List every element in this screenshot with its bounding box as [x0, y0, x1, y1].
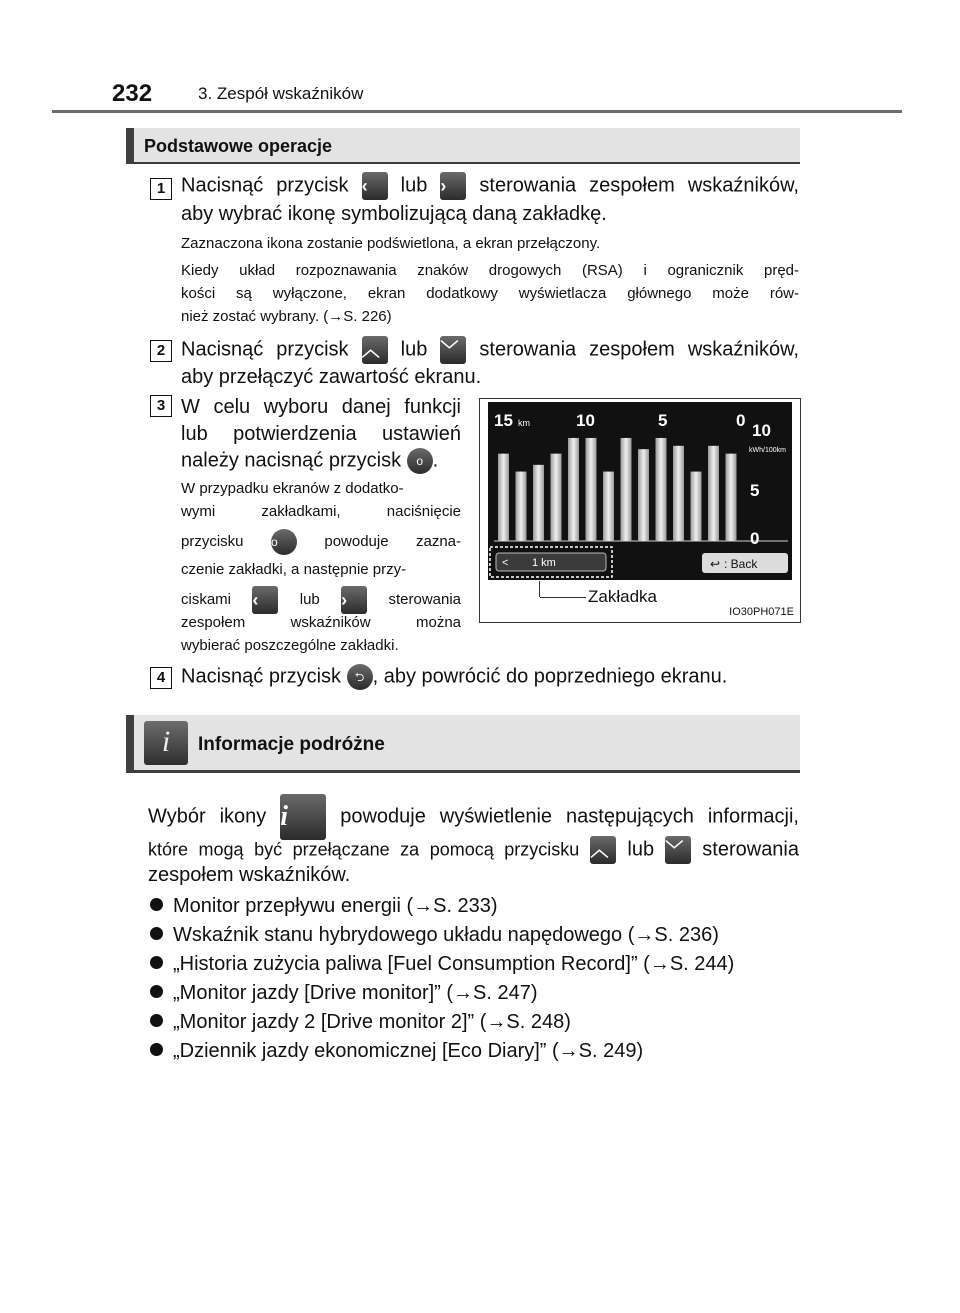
figure-code: IO30PH071E: [729, 606, 794, 618]
step3-s7: wybierać poszczególne zakładki.: [181, 637, 399, 654]
info-para-line2: które mogą być przełączane za pomocą przycisku ︿ lub ﹀ sterowania: [148, 836, 799, 864]
top-label-0: 0: [736, 411, 746, 430]
ok-button-icon: o: [271, 529, 297, 555]
chart-bar: [551, 454, 562, 541]
chart-bar: [498, 454, 509, 541]
info-icon: i: [144, 721, 188, 765]
bars-group: [498, 438, 737, 541]
display-figure: [479, 398, 801, 623]
right-label-unit: kWh/100km: [749, 447, 786, 454]
right-arrow-button-icon: ›: [440, 172, 466, 200]
list-item: „Dziennik jazdy ekonomicznej [Eco Diary]” (→S. 249): [150, 1040, 643, 1063]
chart-bar: [533, 465, 544, 541]
step1-note2b: kości są wyłączone, ekran dodatkowy wyświetlacza głównego może rów-: [181, 285, 799, 302]
step3-s6: zespołem wskaźników można: [181, 614, 461, 631]
step3-s4: czenie zakładki, a następnie przy-: [181, 561, 407, 578]
left-arrow-button-icon: ‹: [252, 586, 278, 614]
back-arrow-icon: ↩: [710, 557, 721, 571]
chart-bar: [656, 438, 667, 541]
step3-s1: W przypadku ekranów z dodatko-: [181, 480, 404, 497]
callout-label: Zakładka: [588, 587, 657, 606]
list-item: Wskaźnik stanu hybrydowego układu napędowego (→S. 236): [150, 924, 719, 947]
chart-bar: [673, 446, 684, 541]
ok-button-icon: o: [407, 448, 433, 474]
step3-line1: W celu wyboru danej funkcji: [181, 396, 461, 418]
step1-line1: Nacisnąć przycisk ‹ lub › sterowania zespołem wskaźników,: [181, 172, 799, 200]
right-label-10: 10: [752, 421, 771, 440]
list-item: „Historia zużycia paliwa [Fuel Consumption Record]” (→S. 244): [150, 953, 734, 976]
right-arrow-button-icon: ›: [341, 586, 367, 614]
step2-line2: aby przełączyć zawartość ekranu.: [181, 366, 482, 388]
section-title: Podstawowe operacje: [144, 136, 333, 156]
step-number-4: 4: [150, 667, 172, 689]
step1-line2: aby wybrać ikonę symbolizującą daną zakładkę.: [181, 203, 607, 225]
step1-note2a: Kiedy układ rozpoznawania znaków drogowych (RSA) i ogranicznik pręd-: [181, 262, 799, 279]
step3-line3: należy nacisnąć przycisk o .: [181, 448, 438, 474]
top-label-5: 5: [658, 411, 668, 430]
chart-bar: [603, 472, 614, 541]
callout-leader: [540, 597, 586, 598]
right-label-0: 0: [750, 529, 760, 548]
step3-s2: wymi zakładkami, naciśnięcie: [181, 503, 461, 520]
chart-bar: [568, 438, 579, 541]
step3-s5: ciskami ‹ lub › sterowania: [181, 586, 461, 614]
chart-bar: [516, 472, 527, 541]
list-item: „Monitor jazdy [Drive monitor]” (→S. 247): [150, 982, 538, 1005]
info-para-line3: zespołem wskaźników.: [148, 864, 351, 886]
up-arrow-button-icon: ︿: [362, 336, 388, 364]
chart-bar: [708, 446, 719, 541]
step2-line1: Nacisnąć przycisk ︿ lub ﹀ sterowania zespołem wskaźników,: [181, 336, 799, 364]
tab-left-chevron-icon: <: [502, 557, 509, 569]
section-header-trip-info: [126, 715, 800, 773]
header-rule: [52, 110, 902, 113]
step3-s3: przycisku o powoduje zazna-: [181, 529, 461, 555]
down-arrow-button-icon: ﹀: [440, 336, 466, 364]
list-item: Monitor przepływu energii (→S. 233): [150, 895, 498, 918]
page-number: 232: [112, 80, 153, 107]
chart-bar: [621, 438, 632, 541]
info-icon: i: [280, 794, 326, 840]
left-arrow-button-icon: ‹: [362, 172, 388, 200]
step4-line: Nacisnąć przycisk ⮌ , aby powrócić do poprzedniego ekranu.: [181, 664, 727, 690]
display-screen: [488, 402, 792, 580]
list-item: „Monitor jazdy 2 [Drive monitor 2]” (→S. 248): [150, 1011, 571, 1034]
chapter-title: 3. Zespół wskaźników: [198, 84, 364, 103]
top-label-15: 15: [494, 411, 513, 430]
up-arrow-button-icon: ︿: [590, 836, 616, 864]
tab-label: 1 km: [532, 557, 556, 569]
callout-line: [539, 581, 540, 597]
chart-bar: [638, 449, 649, 541]
back-button-icon: ⮌: [347, 664, 373, 690]
step-number-2: 2: [150, 340, 172, 362]
chart-bar: [691, 472, 702, 541]
step-number-3: 3: [150, 395, 172, 417]
step1-note1: Zaznaczona ikona zostanie podświetlona, a ekran przełączony.: [181, 235, 601, 252]
chart-bar: [726, 454, 737, 541]
step3-line2: lub potwierdzenia ustawień: [181, 423, 461, 445]
step-number-1: 1: [150, 178, 172, 200]
section-header-basic-ops: [126, 128, 800, 164]
top-label-10: 10: [576, 411, 595, 430]
chart-bar: [586, 438, 597, 541]
consumption-bar-chart: [488, 402, 792, 580]
back-label: : Back: [724, 557, 758, 571]
right-label-5: 5: [750, 481, 760, 500]
top-label-km: km: [518, 418, 530, 428]
info-para-line1: Wybór ikony i powoduje wyświetlenie następujących informacji,: [148, 794, 799, 840]
down-arrow-button-icon: ﹀: [665, 836, 691, 864]
section-title: Informacje podróżne: [198, 734, 385, 755]
step1-note2c: nież zostać wybrany. (→S. 226): [181, 308, 392, 325]
